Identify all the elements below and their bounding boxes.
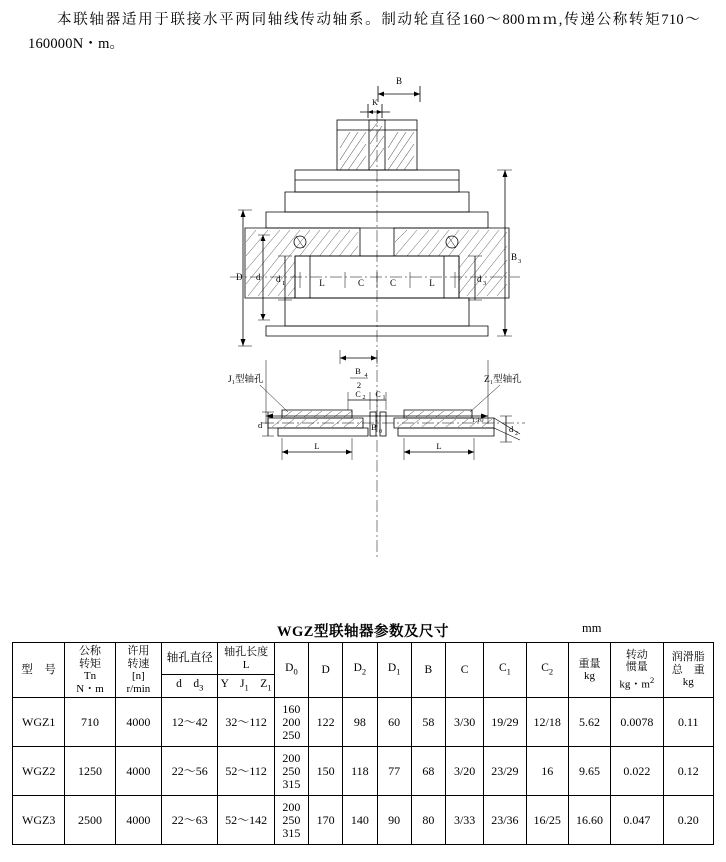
cell-B: 80 — [411, 796, 445, 845]
svg-text:3: 3 — [518, 258, 522, 265]
svg-text:B: B — [395, 76, 403, 86]
cell-C: 3/33 — [445, 796, 483, 845]
header-C1: $C_1$ — [484, 643, 526, 698]
svg-text:B: B — [371, 422, 377, 432]
header-C2: $C_2$ — [526, 643, 568, 698]
svg-text:d: d — [258, 420, 263, 430]
cell-speed: 4000 — [115, 747, 161, 796]
header-B: B — [411, 643, 445, 698]
header-D1: $D_1$ — [377, 643, 411, 698]
technical-drawing — [0, 60, 726, 620]
cell-bore-length: 32～112 — [218, 698, 274, 747]
cell-bore-diameter: 22～56 — [162, 747, 218, 796]
svg-text:K: K — [372, 98, 378, 107]
cell-D0: 160 200 250 — [274, 698, 308, 747]
svg-text:1: 1 — [282, 280, 286, 287]
cell-D2: 140 — [343, 796, 377, 845]
svg-text:0: 0 — [379, 429, 382, 435]
cell-C2: 16 — [526, 747, 568, 796]
cell-D2: 98 — [343, 698, 377, 747]
cell-grease: 0.20 — [663, 796, 714, 845]
cell-model: WGZ2 — [13, 747, 65, 796]
header-weight: 重量 kg — [568, 643, 610, 698]
cell-D: 150 — [309, 747, 343, 796]
cell-C1: 23/29 — [484, 747, 526, 796]
cell-weight: 9.65 — [568, 747, 610, 796]
svg-text:2: 2 — [515, 431, 518, 437]
svg-text:B: B — [355, 366, 361, 376]
header-speed: 许用 转速 [n] r/min — [115, 643, 161, 698]
svg-text:2: 2 — [356, 380, 362, 390]
cell-C2: 16/25 — [526, 796, 568, 845]
cell-C: 3/20 — [445, 747, 483, 796]
cell-D0: 200 250 315 — [274, 747, 308, 796]
svg-text:d: d — [509, 424, 514, 434]
cell-weight: 5.62 — [568, 698, 610, 747]
svg-text:1: 1 — [382, 395, 386, 401]
svg-text:d: d — [256, 272, 261, 282]
cell-C1: 23/36 — [484, 796, 526, 845]
svg-text:d: d — [477, 274, 482, 284]
header-model: 型 号 — [13, 643, 65, 698]
cell-bore-diameter: 12～42 — [162, 698, 218, 747]
cell-speed: 4000 — [115, 698, 161, 747]
cell-B: 58 — [411, 698, 445, 747]
cell-D1: 60 — [377, 698, 411, 747]
header-bore-diameter-sub: d $d_3$ — [162, 675, 218, 698]
cell-C2: 12/18 — [526, 698, 568, 747]
cell-bore-diameter: 22～63 — [162, 796, 218, 845]
svg-text:4: 4 — [364, 373, 368, 379]
svg-text:2: 2 — [362, 395, 366, 401]
cell-inertia: 0.047 — [611, 796, 663, 845]
parameters-table — [12, 642, 714, 845]
header-inertia: 转动 惯量 kg・$m^2$ — [611, 643, 663, 698]
cell-grease: 0.11 — [663, 698, 714, 747]
table-row — [13, 796, 714, 845]
table-header-row-1 — [13, 643, 714, 675]
header-D: D — [309, 643, 343, 698]
svg-text:1:10: 1:10 — [472, 417, 484, 424]
cell-C: 3/30 — [445, 698, 483, 747]
cell-torque: 1250 — [65, 747, 115, 796]
cell-C1: 19/29 — [484, 698, 526, 747]
svg-text:B: B — [511, 252, 518, 262]
svg-text:L: L — [429, 278, 435, 288]
header-bore-diameter: 轴孔直径 — [162, 643, 218, 675]
table-row — [13, 698, 714, 747]
cell-torque: 710 — [65, 698, 115, 747]
cell-inertia: 0.0078 — [611, 698, 663, 747]
svg-text:C: C — [357, 278, 365, 288]
svg-text:L: L — [314, 441, 320, 451]
svg-text:L: L — [436, 441, 442, 451]
header-grease: 润滑脂 总 重 kg — [663, 643, 714, 698]
table-title: WGZ型联轴器参数及尺寸 — [277, 624, 449, 640]
svg-text:J₁型轴孔: J₁型轴孔 — [228, 375, 264, 385]
cell-inertia: 0.022 — [611, 747, 663, 796]
svg-text:3: 3 — [483, 280, 487, 287]
header-C: C — [445, 643, 483, 698]
cell-torque: 2500 — [65, 796, 115, 845]
header-bore-length-sub: Y $J_1$ $Z_1$ — [218, 675, 274, 698]
header-bore-length: 轴孔长度 L — [218, 643, 274, 675]
cell-D1: 90 — [377, 796, 411, 845]
table-row — [13, 747, 714, 796]
cell-bore-length: 52～112 — [218, 747, 274, 796]
cell-D: 170 — [309, 796, 343, 845]
cell-D1: 77 — [377, 747, 411, 796]
svg-text:L: L — [319, 278, 325, 288]
cell-model: WGZ1 — [13, 698, 65, 747]
cell-D: 122 — [309, 698, 343, 747]
cell-grease: 0.12 — [663, 747, 714, 796]
cell-D2: 118 — [343, 747, 377, 796]
svg-text:D: D — [236, 272, 243, 282]
cell-speed: 4000 — [115, 796, 161, 845]
header-torque: 公称 转矩 Tn N・m — [65, 643, 115, 698]
intro-paragraph: 本联轴器适用于联接水平两同轴线传动轴系。制动轮直径160～800ｍｍ,传递公称转矩710～160000N・m。 — [28, 12, 700, 52]
cell-B: 68 — [411, 747, 445, 796]
coupling-drawing-svg — [0, 60, 726, 620]
cell-bore-length: 52～142 — [218, 796, 274, 845]
table-unit: mm — [582, 621, 602, 635]
svg-text:Z₁型轴孔: Z₁型轴孔 — [484, 375, 522, 385]
svg-text:d: d — [276, 274, 281, 284]
cell-weight: 16.60 — [568, 796, 610, 845]
header-D2: $D_2$ — [343, 643, 377, 698]
header-D0: $D_0$ — [274, 643, 308, 698]
cell-model: WGZ3 — [13, 796, 65, 845]
cell-D0: 200 250 315 — [274, 796, 308, 845]
svg-text:C: C — [389, 278, 397, 288]
svg-text:C: C — [375, 390, 381, 399]
svg-text:C: C — [355, 390, 361, 399]
